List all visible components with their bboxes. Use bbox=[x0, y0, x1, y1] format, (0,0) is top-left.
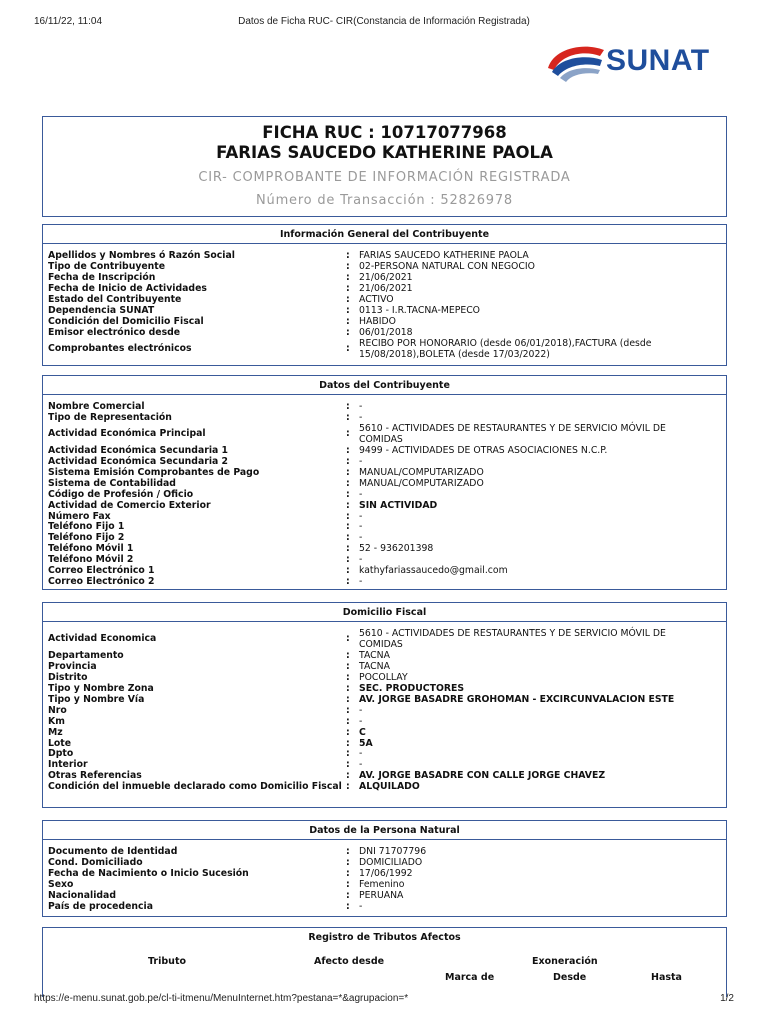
field-separator: : bbox=[346, 682, 350, 694]
sunat-logo bbox=[544, 38, 724, 86]
col-afecto-desde: Afecto desde bbox=[314, 956, 385, 967]
field-label: Actividad Economica bbox=[48, 633, 157, 645]
field-separator: : bbox=[346, 455, 350, 467]
field-value: - bbox=[359, 748, 363, 760]
field-value: - bbox=[359, 759, 363, 771]
field-value: 02-PERSONA NATURAL CON NEGOCIO bbox=[359, 260, 535, 272]
field-label: Condición del inmueble declarado como Domicilio Fiscal bbox=[48, 781, 342, 793]
field-value: kathyfariassaucedo@gmail.com bbox=[359, 565, 508, 577]
field-value: 0113 - I.R.TACNA-MEPECO bbox=[359, 304, 480, 316]
field-value: - bbox=[359, 455, 363, 467]
print-page-title: Datos de Ficha RUC- CIR(Constancia de Información Registrada) bbox=[238, 16, 530, 27]
field-value: HABIDO bbox=[359, 315, 396, 327]
field-value: Femenino bbox=[359, 878, 405, 890]
field-label: Estado del Contribuyente bbox=[48, 293, 182, 305]
field-separator: : bbox=[346, 543, 350, 555]
field-separator: : bbox=[346, 856, 350, 868]
field-label: Nro bbox=[48, 704, 67, 716]
field-separator: : bbox=[346, 510, 350, 522]
field-label: Interior bbox=[48, 759, 88, 771]
taxpayer-name: FARIAS SAUCEDO KATHERINE PAOLA bbox=[216, 143, 553, 162]
field-label: Correo Electrónico 2 bbox=[48, 576, 155, 588]
field-label: Otras Referencias bbox=[48, 770, 142, 782]
field-value: - bbox=[359, 900, 363, 912]
field-value: SIN ACTIVIDAD bbox=[359, 499, 438, 511]
field-value: TACNA bbox=[359, 660, 390, 672]
field-value: FARIAS SAUCEDO KATHERINE PAOLA bbox=[359, 250, 529, 261]
section-title: Información General del Contribuyente bbox=[42, 225, 727, 244]
page-number: 1/2 bbox=[720, 993, 734, 1004]
section-title: Datos de la Persona Natural bbox=[42, 821, 727, 840]
field-label: Condición del Domicilio Fiscal bbox=[48, 315, 204, 327]
field-row bbox=[48, 629, 726, 651]
field-value: 21/06/2021 bbox=[359, 282, 413, 294]
field-label: Correo Electrónico 1 bbox=[48, 565, 155, 577]
field-separator: : bbox=[346, 781, 350, 793]
field-separator: : bbox=[346, 466, 350, 478]
ficha-ruc-title: FICHA RUC : 10717077968 bbox=[262, 123, 507, 142]
field-separator: : bbox=[346, 343, 350, 355]
field-separator: : bbox=[346, 428, 350, 440]
field-label: Dependencia SUNAT bbox=[48, 304, 155, 316]
cir-subtitle: CIR- COMPROBANTE DE INFORMACIÓN REGISTRADA bbox=[198, 170, 571, 185]
info-rows bbox=[43, 244, 726, 364]
field-label: Teléfono Fijo 1 bbox=[48, 521, 125, 533]
field-separator: : bbox=[346, 250, 350, 261]
field-value: - bbox=[359, 532, 363, 544]
section-title: Domicilio Fiscal bbox=[42, 603, 727, 622]
field-value: TACNA bbox=[359, 649, 390, 661]
col-desde: Desde bbox=[553, 972, 587, 983]
tributos-column-headers bbox=[43, 947, 726, 989]
field-separator: : bbox=[346, 532, 350, 544]
field-value: AV. JORGE BASADRE GROHOMAN - EXCIRCUNVALACION ESTE bbox=[359, 693, 675, 705]
field-label: Sistema Emisión Comprobantes de Pago bbox=[48, 466, 260, 478]
field-value: POCOLLAY bbox=[359, 671, 408, 683]
field-label: Código de Profesión / Oficio bbox=[48, 488, 194, 500]
field-row bbox=[48, 339, 726, 361]
field-separator: : bbox=[346, 444, 350, 456]
field-value: C bbox=[359, 726, 366, 738]
field-label: Sistema de Contabilidad bbox=[48, 477, 176, 489]
section-persona-natural bbox=[42, 820, 727, 917]
field-value: - bbox=[359, 411, 363, 423]
section-title: Registro de Tributos Afectos bbox=[308, 932, 461, 943]
field-separator: : bbox=[346, 633, 350, 645]
field-label: Mz bbox=[48, 726, 63, 738]
field-label: Actividad Económica Secundaria 1 bbox=[48, 444, 228, 456]
field-label: Tipo y Nombre Zona bbox=[48, 682, 154, 694]
sunat-logo-text: SUNAT bbox=[606, 44, 710, 77]
field-label: Documento de Identidad bbox=[48, 846, 178, 857]
field-label: Actividad de Comercio Exterior bbox=[48, 499, 211, 511]
ficha-header bbox=[42, 116, 727, 217]
field-value: - bbox=[359, 521, 363, 533]
field-separator: : bbox=[346, 401, 350, 412]
field-label: Apellidos y Nombres ó Razón Social bbox=[48, 250, 235, 261]
info-rows bbox=[43, 622, 726, 796]
col-tributo: Tributo bbox=[148, 956, 187, 967]
field-separator: : bbox=[346, 693, 350, 705]
col-exoneracion: Exoneración bbox=[532, 956, 598, 967]
field-separator: : bbox=[346, 889, 350, 901]
field-separator: : bbox=[346, 326, 350, 338]
field-separator: : bbox=[346, 737, 350, 749]
field-label: Actividad Económica Principal bbox=[48, 428, 206, 440]
field-label: Km bbox=[48, 715, 65, 727]
field-separator: : bbox=[346, 649, 350, 661]
field-row bbox=[48, 902, 726, 913]
field-value: DOMICILIADO bbox=[359, 856, 423, 868]
col-marca-de: Marca de bbox=[445, 972, 495, 983]
field-row bbox=[48, 739, 726, 750]
field-row bbox=[48, 522, 726, 533]
field-value: 9499 - ACTIVIDADES DE OTRAS ASOCIACIONES N.C.P. bbox=[359, 444, 608, 456]
field-separator: : bbox=[346, 477, 350, 489]
field-value: - bbox=[359, 488, 363, 500]
field-row bbox=[48, 717, 726, 728]
field-separator: : bbox=[346, 660, 350, 672]
field-row bbox=[48, 695, 726, 706]
field-row bbox=[48, 424, 726, 446]
field-value: - bbox=[359, 715, 363, 727]
field-row bbox=[48, 479, 726, 490]
section-datos-contribuyente bbox=[42, 375, 727, 590]
section-tributos-afectos bbox=[42, 927, 727, 997]
field-row bbox=[48, 512, 726, 523]
field-row bbox=[48, 577, 726, 588]
print-timestamp: 16/11/22, 11:04 bbox=[34, 16, 103, 27]
col-hasta: Hasta bbox=[651, 972, 682, 983]
field-separator: : bbox=[346, 488, 350, 500]
field-row bbox=[48, 749, 726, 760]
section-domicilio-fiscal bbox=[42, 602, 727, 808]
field-value: DNI 71707796 bbox=[359, 846, 427, 857]
field-value: SEC. PRODUCTORES bbox=[359, 682, 465, 694]
field-separator: : bbox=[346, 671, 350, 683]
field-value: 52 - 936201398 bbox=[359, 543, 434, 555]
field-value: ACTIVO bbox=[359, 293, 394, 305]
field-label: Cond. Domiciliado bbox=[48, 856, 143, 868]
field-label: Sexo bbox=[48, 878, 74, 890]
field-label: Tipo de Contribuyente bbox=[48, 260, 166, 272]
field-value: AV. JORGE BASADRE CON CALLE JORGE CHAVEZ bbox=[359, 770, 606, 782]
field-label: Departamento bbox=[48, 649, 124, 661]
section-informacion-general bbox=[42, 224, 727, 366]
field-label: Emisor electrónico desde bbox=[48, 326, 181, 338]
field-separator: : bbox=[346, 867, 350, 879]
field-value: ALQUILADO bbox=[359, 781, 420, 793]
field-separator: : bbox=[346, 304, 350, 316]
field-separator: : bbox=[346, 260, 350, 272]
field-row bbox=[48, 706, 726, 717]
field-label: Fecha de Nacimiento o Inicio Sucesión bbox=[48, 867, 249, 879]
field-separator: : bbox=[346, 521, 350, 533]
info-rows bbox=[43, 395, 726, 591]
field-row bbox=[48, 328, 726, 339]
field-label: País de procedencia bbox=[48, 900, 153, 912]
field-separator: : bbox=[346, 271, 350, 283]
field-separator: : bbox=[346, 726, 350, 738]
field-value: 5610 - ACTIVIDADES DE RESTAURANTES Y DE SERVICIO MÓVIL DE COMIDAS bbox=[359, 628, 666, 650]
field-label: Nombre Comercial bbox=[48, 401, 145, 412]
section-title: Datos del Contribuyente bbox=[42, 376, 727, 395]
field-value: 5A bbox=[359, 737, 373, 749]
field-value: - bbox=[359, 510, 363, 522]
info-rows bbox=[43, 840, 726, 916]
field-separator: : bbox=[346, 565, 350, 577]
field-separator: : bbox=[346, 554, 350, 566]
field-separator: : bbox=[346, 704, 350, 716]
field-label: Lote bbox=[48, 737, 72, 749]
field-label: Tipo de Representación bbox=[48, 411, 172, 423]
field-value: 21/06/2021 bbox=[359, 271, 413, 283]
sunat-logo-icon bbox=[544, 38, 606, 86]
field-separator: : bbox=[346, 878, 350, 890]
field-label: Número Fax bbox=[48, 510, 111, 522]
field-row bbox=[48, 544, 726, 555]
field-value: RECIBO POR HONORARIO (desde 06/01/2018),FACTURA (desde 15/08/2018),BOLETA (desde 17/03/2022) bbox=[359, 337, 652, 360]
field-separator: : bbox=[346, 293, 350, 305]
field-separator: : bbox=[346, 576, 350, 588]
field-value: PERUANA bbox=[359, 889, 404, 901]
field-label: Fecha de Inicio de Actividades bbox=[48, 282, 207, 294]
field-label: Tipo y Nombre Vía bbox=[48, 693, 145, 705]
field-value: MANUAL/COMPUTARIZADO bbox=[359, 466, 484, 478]
field-value: - bbox=[359, 576, 363, 588]
field-value: MANUAL/COMPUTARIZADO bbox=[359, 477, 484, 489]
field-value: - bbox=[359, 704, 363, 716]
field-label: Teléfono Móvil 2 bbox=[48, 554, 134, 566]
field-label: Comprobantes electrónicos bbox=[48, 343, 192, 355]
field-separator: : bbox=[346, 759, 350, 771]
field-label: Provincia bbox=[48, 660, 97, 672]
print-url: https://e-menu.sunat.gob.pe/cl-ti-itmenu/MenuInternet.htm?pestana=*&agrupacion=* bbox=[34, 993, 409, 1004]
field-label: Actividad Económica Secundaria 2 bbox=[48, 455, 228, 467]
field-label: Teléfono Móvil 1 bbox=[48, 543, 134, 555]
field-separator: : bbox=[346, 846, 350, 857]
field-value: - bbox=[359, 554, 363, 566]
field-separator: : bbox=[346, 770, 350, 782]
field-separator: : bbox=[346, 315, 350, 327]
field-separator: : bbox=[346, 715, 350, 727]
field-separator: : bbox=[346, 748, 350, 760]
field-row bbox=[48, 782, 726, 793]
field-label: Nacionalidad bbox=[48, 889, 116, 901]
field-value: 17/06/1992 bbox=[359, 867, 413, 879]
field-separator: : bbox=[346, 411, 350, 423]
field-row bbox=[48, 490, 726, 501]
field-row bbox=[48, 501, 726, 512]
field-label: Dpto bbox=[48, 748, 74, 760]
field-separator: : bbox=[346, 499, 350, 511]
field-label: Distrito bbox=[48, 671, 88, 683]
field-row bbox=[48, 728, 726, 739]
field-value: 06/01/2018 bbox=[359, 326, 413, 338]
field-label: Fecha de Inscripción bbox=[48, 271, 156, 283]
field-separator: : bbox=[346, 282, 350, 294]
field-value: 5610 - ACTIVIDADES DE RESTAURANTES Y DE SERVICIO MÓVIL DE COMIDAS bbox=[359, 422, 666, 445]
field-value: - bbox=[359, 401, 363, 412]
field-separator: : bbox=[346, 900, 350, 912]
transaction-number: Número de Transacción : 52826978 bbox=[256, 193, 513, 208]
field-label: Teléfono Fijo 2 bbox=[48, 532, 125, 544]
